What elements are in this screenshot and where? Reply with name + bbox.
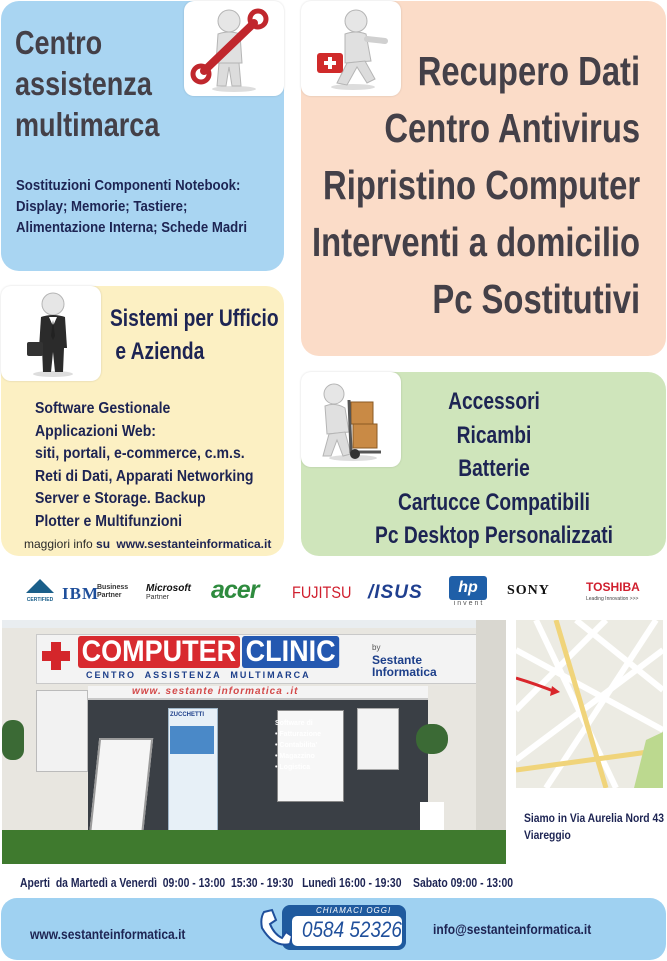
location-line: Viareggio (524, 828, 571, 842)
figure-firstaid-box (301, 1, 401, 96)
more-info-prefix: maggiori info (24, 537, 93, 551)
plant-right (416, 724, 448, 754)
window-sign-item: • Fatturazione (275, 731, 322, 738)
figure-businessman-box (1, 286, 101, 381)
banner-brand: ZUCCHETTI (170, 712, 204, 718)
plant-left (2, 720, 24, 760)
sistemi-title-line: Sistemi per Ufficio (110, 305, 279, 332)
footer-website[interactable]: www.sestanteinformatica.it (30, 926, 186, 942)
toshiba-logo (586, 581, 640, 605)
window-sign-heading: Software di (275, 720, 313, 727)
figure-wrench-box (184, 1, 284, 96)
ibm-partner-line: Partner (97, 592, 122, 599)
accessori-line: Cartucce Compatibili (397, 488, 591, 516)
acer-logo: acer (211, 576, 259, 604)
sistemi-text-line: Software Gestionale (35, 400, 171, 417)
microsoft-partner-text: Partner (146, 594, 169, 601)
window-sign-item: • Magazzino (275, 753, 315, 760)
ibm-logo: IBM (62, 584, 99, 603)
assistenza-text-line: Display; Memorie; Tastiere; (16, 198, 188, 215)
footer-email[interactable]: info@sestanteinformatica.it (433, 921, 592, 937)
sign-subtitle: CENTRO ASSISTENZA MULTIMARCA (86, 670, 311, 680)
phone-number[interactable]: 0584 52326 (302, 917, 402, 942)
street-map-icon (516, 620, 663, 788)
recupero-line: Ripristino Computer (322, 162, 640, 208)
location-line: Siamo in Via Aurelia Nord 43 (524, 811, 664, 825)
cisco-bottom-text: CERTIFIED (26, 597, 54, 603)
sony-logo: SONY (507, 583, 550, 598)
opening-hours: Aperti da Martedì a Venerdì 09:00 - 13:00 15:30 - 19:30 Lunedì 16:00 - 19:30 Sabato 09:00 - 13:00 (20, 875, 514, 890)
window-panel-left (36, 690, 88, 772)
ibm-partner-line: Business (97, 584, 129, 591)
recupero-line: Interventi a domicilio (311, 219, 640, 265)
sistemi-text (35, 398, 254, 533)
sign-cross-icon (42, 642, 70, 670)
assistenza-title-line: multimarca (15, 106, 160, 143)
window-sign-item: • Contabilita' (275, 742, 318, 749)
accessori-list (362, 385, 626, 553)
figure-firstaid-icon (301, 1, 401, 96)
more-info-su: su (96, 537, 111, 551)
figure-businessman-icon (1, 286, 101, 381)
sistemi-text-line: siti, portali, e-commerce, c.m.s. (35, 445, 245, 462)
ibm-partner (97, 584, 128, 600)
call-label: CHIAMACI OGGI (316, 906, 392, 915)
window-poster-right (357, 708, 399, 770)
cisco-logo (24, 578, 56, 603)
microsoft-text: Microsoft (146, 583, 191, 594)
brand-logos (0, 570, 667, 615)
sign-brand-by: by (372, 643, 381, 652)
banner-eye (170, 726, 214, 754)
shop-pillar (476, 620, 506, 838)
accessori-line: Pc Desktop Personalizzati (375, 522, 613, 549)
assistenza-text-line: Sostituzioni Componenti Notebook: (16, 177, 241, 194)
phone-handset-icon (258, 908, 292, 948)
sistemi-text-line: Reti di Dati, Apparati Networking (35, 467, 254, 485)
recupero-line: Pc Sostitutivi (432, 276, 640, 322)
awning-text: www. sestante informatica .it (132, 686, 299, 697)
sign-brand-name: Informatica (372, 665, 437, 679)
accessori-line: Ricambi (456, 421, 532, 449)
storefront-photo (2, 620, 506, 864)
microsoft-logo (146, 584, 191, 602)
fujitsu-logo: FUJITSU (292, 583, 352, 602)
more-info (24, 537, 271, 551)
assistenza-text-line: Alimentazione Interna; Schede Madri (16, 219, 248, 236)
window-sign-item: • Logistica (275, 764, 311, 771)
figure-wrench-icon (184, 1, 284, 96)
assistenza-title (15, 22, 159, 145)
hp-logo (449, 576, 489, 607)
assistenza-text (16, 175, 247, 238)
hp-text: hp (458, 579, 478, 596)
recupero-line: Centro Antivirus (384, 105, 640, 151)
sign-text-right: CLINIC (242, 636, 339, 668)
shop-lawn (2, 830, 506, 864)
asus-logo: /ISUS (368, 582, 423, 603)
sign-brand (372, 640, 454, 678)
a-frame-sign (89, 738, 153, 837)
accessori-line: Accessori (448, 388, 540, 415)
assistenza-title-line: assistenza (15, 65, 152, 102)
sign-text-left: COMPUTER (78, 636, 240, 668)
toshiba-text: TOSHIBA (586, 580, 640, 594)
accessori-line: Batterie (458, 455, 530, 482)
recupero-line: Recupero Dati (417, 48, 640, 94)
assistenza-title-line: Centro (15, 24, 103, 61)
location-map (516, 620, 663, 788)
hp-badge (449, 576, 487, 600)
sistemi-title-line: e Azienda (110, 338, 205, 365)
sign-brand-name: Sestante (372, 653, 423, 667)
hp-tagline: invent (453, 600, 485, 607)
sistemi-text-line: Applicazioni Web: (35, 422, 156, 440)
cisco-top-text: Cisco (31, 587, 49, 593)
location-text (524, 810, 664, 844)
sistemi-text-line: Plotter e Multifunzioni (35, 512, 183, 530)
more-info-url[interactable]: www.sestanteinformatica.it (116, 537, 272, 551)
sistemi-text-line: Server e Storage. Backup (35, 490, 206, 507)
window-sign (275, 718, 355, 773)
sistemi-title (110, 302, 279, 368)
toshiba-tagline: Leading Innovation >>> (586, 596, 639, 602)
planter-right (420, 802, 444, 830)
